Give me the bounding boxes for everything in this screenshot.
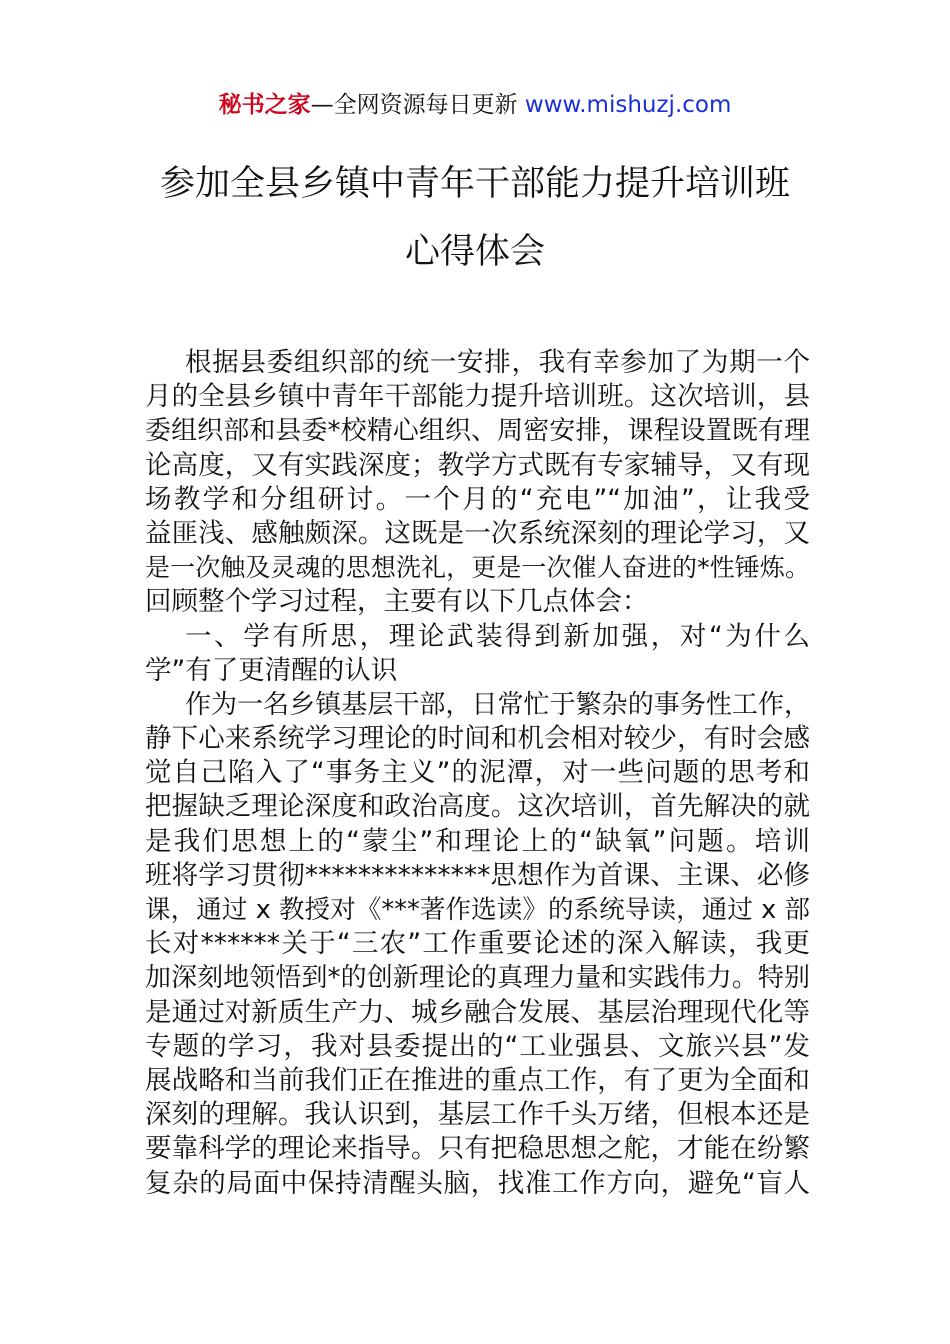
- paragraph-line: 要靠科学的理论来指导。只有把稳思想之舵，才能在纷繁: [145, 1133, 810, 1165]
- document-title-line-2: 心得体会: [404, 232, 545, 272]
- paragraph-line: 论高度，又有实践深度；教学方式既有专家辅导，又有现: [145, 449, 810, 481]
- paragraph-line: 长对******关于“三农”工作重要论述的深入解读，我更: [145, 928, 810, 960]
- paragraph-line: 回顾整个学习过程，主要有以下几点体会：: [145, 586, 649, 618]
- paragraph-line: 加深刻地领悟到*的创新理论的真理力量和实践伟力。特别: [145, 963, 810, 994]
- paragraph-line: 课，通过 x 教授对《***著作选读》的系统导读，通过 x 部: [145, 895, 810, 925]
- paragraph-line: 是通过对新质生产力、城乡融合发展、基层治理现代化等: [145, 996, 810, 1028]
- paragraph-line: 是一次触及灵魂的思想洗礼，更是一次催人奋进的*性锤炼。: [145, 553, 810, 583]
- paragraph-line: 复杂的局面中保持清醒头脑，找准工作方向，避免“盲人: [145, 1167, 810, 1199]
- paragraph-line: 把握缺乏理论深度和政治高度。这次培训，首先解决的就: [145, 791, 810, 823]
- paragraph-line: 月的全县乡镇中青年干部能力提升培训班。这次培训，县: [145, 381, 810, 413]
- paragraph-line: 委组织部和县委*校精心组织、周密安排，课程设置既有理: [145, 416, 810, 447]
- site-slogan: —全网资源每日更新: [310, 92, 525, 118]
- paragraph-line: 根据县委组织部的统一安排，我有幸参加了为期一个: [185, 347, 810, 378]
- paragraph-line: 展战略和当前我们正在推进的重点工作，有了更为全面和: [145, 1064, 810, 1096]
- site-header: [0, 88, 950, 122]
- paragraph-line: 作为一名乡镇基层干部，日常忙于繁杂的事务性工作，: [185, 689, 810, 720]
- section-heading-line: 一、学有所思，理论武装得到新加强，对“为什么: [185, 620, 810, 652]
- paragraph-line: 是我们思想上的“蒙尘”和理论上的“缺氧”问题。培训: [145, 825, 810, 857]
- site-brand: 秘书之家: [218, 92, 311, 118]
- paragraph-line: 益匪浅、感触颇深。这既是一次系统深刻的理论学习，又: [145, 517, 810, 549]
- paragraph-line: 深刻的理解。我认识到，基层工作千头万绪，但根本还是: [145, 1099, 810, 1131]
- site-url-link[interactable]: www.mishuzj.com: [524, 92, 732, 118]
- document-body: [145, 346, 810, 1201]
- section-heading-line: 学”有了更清醒的认识: [145, 654, 398, 686]
- paragraph-line: 静下心来系统学习理论的时间和机会相对较少，有时会感: [145, 723, 810, 755]
- paragraph-line: 觉自己陷入了“事务主义”的泥潭，对一些问题的思考和: [145, 757, 810, 789]
- paragraph-line: 班将学习贯彻**************思想作为首课、主课、必修: [145, 859, 810, 891]
- paragraph-line: 场教学和分组研讨。一个月的“充电”“加油”，让我受: [145, 483, 810, 515]
- document-title-line-1: 参加全县乡镇中青年干部能力提升培训班: [159, 164, 790, 204]
- paragraph-line: 专题的学习，我对县委提出的“工业强县、文旅兴县”发: [145, 1030, 810, 1062]
